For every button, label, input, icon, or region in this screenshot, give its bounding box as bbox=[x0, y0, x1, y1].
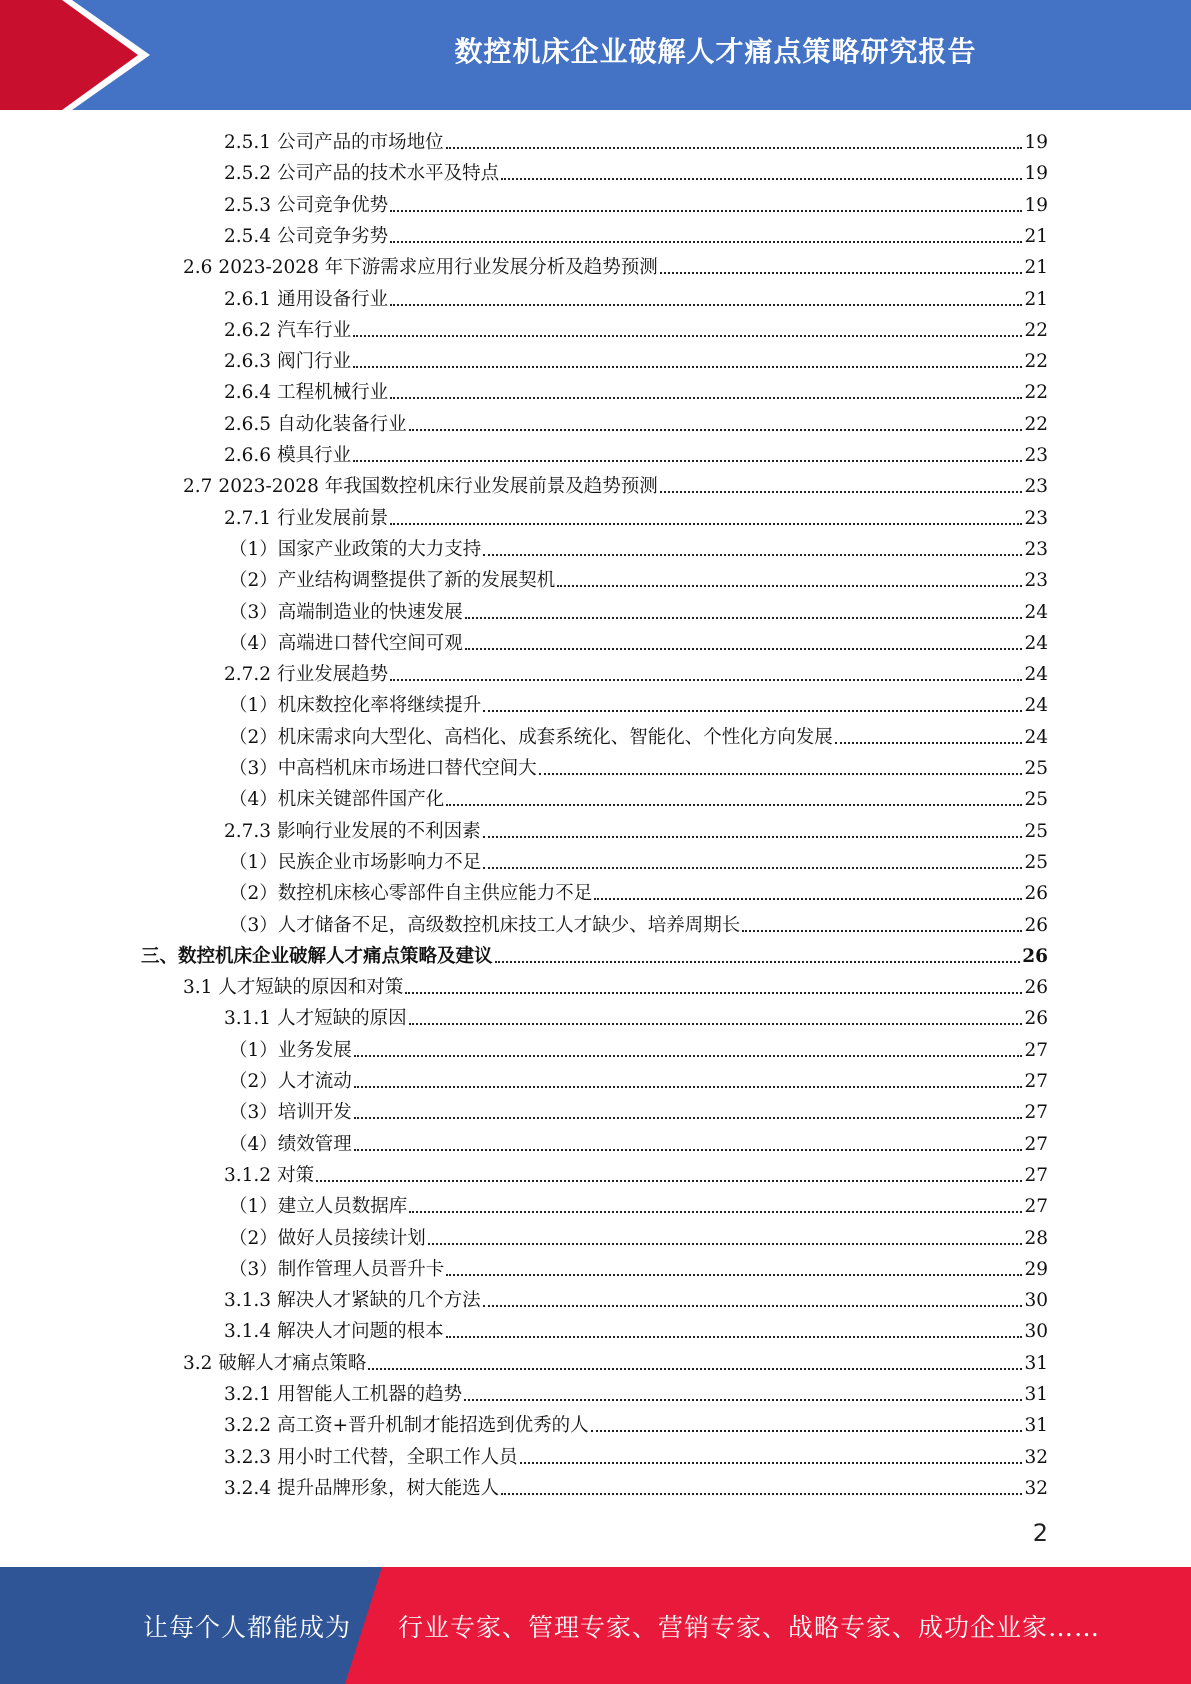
toc-dot-leader bbox=[465, 616, 1023, 619]
footer-slogan-right: 行业专家、管理专家、营销专家、战略专家、成功企业家…… bbox=[398, 1612, 1101, 1642]
toc-dot-leader bbox=[483, 709, 1022, 712]
toc-entry-title: （2）机床需求向大型化、高档化、成套系统化、智能化、个性化方向发展 bbox=[229, 726, 833, 748]
toc-entry[interactable] bbox=[183, 471, 1048, 502]
toc-dot-leader bbox=[316, 1179, 1022, 1182]
toc-entry-page: 27 bbox=[1024, 1039, 1048, 1061]
toc-entry-number: 2.6.3 bbox=[224, 351, 272, 373]
toc-dot-leader bbox=[483, 866, 1022, 869]
toc-entry-number: 2.5.3 bbox=[224, 194, 272, 216]
toc-entry-page: 31 bbox=[1024, 1415, 1048, 1437]
toc-entry-number: 3.1.3 bbox=[224, 1290, 272, 1312]
toc-entry-number: 2.7 bbox=[183, 476, 213, 498]
toc-entry-title: 公司竞争劣势 bbox=[277, 225, 389, 247]
toc-dot-leader bbox=[539, 772, 1023, 775]
toc-dot-leader bbox=[353, 334, 1022, 337]
toc-entry[interactable] bbox=[229, 910, 1048, 941]
toc-entry-title: 公司产品的技术水平及特点 bbox=[277, 163, 500, 185]
toc-entry[interactable] bbox=[183, 972, 1048, 1003]
toc-entry-title: 用小时工代替，全职工作人员 bbox=[277, 1446, 518, 1468]
toc-entry[interactable] bbox=[224, 503, 1048, 534]
toc-entry-page: 23 bbox=[1024, 570, 1048, 592]
toc-entry-page: 27 bbox=[1024, 1196, 1048, 1218]
toc-entry-page: 26 bbox=[1024, 914, 1048, 936]
toc-entry[interactable] bbox=[224, 1473, 1048, 1504]
toc-entry[interactable] bbox=[224, 284, 1048, 315]
toc-entry-title: （2）做好人员接续计划 bbox=[229, 1227, 426, 1249]
toc-entry-page: 26 bbox=[1022, 945, 1048, 967]
footer-slogan-left: 让每个人都能成为 bbox=[143, 1612, 352, 1642]
toc-dot-leader bbox=[501, 1492, 1022, 1495]
toc-entry-title: 2023-2028 年我国数控机床行业发展前景及趋势预测 bbox=[218, 476, 658, 498]
toc-dot-leader bbox=[483, 835, 1023, 838]
toc-entry-number: 3.2.2 bbox=[224, 1415, 272, 1437]
toc-entry[interactable] bbox=[229, 1066, 1048, 1097]
toc-entry-page: 30 bbox=[1024, 1290, 1048, 1312]
toc-dot-leader bbox=[483, 553, 1022, 556]
toc-entry[interactable] bbox=[229, 878, 1048, 909]
toc-dot-leader bbox=[520, 1461, 1023, 1464]
toc-entry-page: 26 bbox=[1024, 1008, 1048, 1030]
toc-entry-page: 25 bbox=[1024, 851, 1048, 873]
toc-entry[interactable] bbox=[224, 1316, 1048, 1347]
toc-dot-leader bbox=[446, 1273, 1022, 1276]
toc-entry-number: 3.1.1 bbox=[224, 1008, 272, 1030]
page-number: 2 bbox=[1032, 1519, 1048, 1547]
toc-entry[interactable] bbox=[229, 1035, 1048, 1066]
toc-entry-number: 3.2 bbox=[183, 1352, 213, 1374]
toc-entry-page: 23 bbox=[1024, 507, 1048, 529]
toc-entry-title: （1）机床数控化率将继续提升 bbox=[229, 695, 482, 717]
toc-entry-page: 26 bbox=[1024, 883, 1048, 905]
toc-entry-page: 21 bbox=[1024, 288, 1048, 310]
toc-entry-title: （2）数控机床核心零部件自主供应能力不足 bbox=[229, 883, 593, 905]
toc-entry-title: （3）高端制造业的快速发展 bbox=[229, 601, 463, 623]
toc-entry-page: 25 bbox=[1024, 758, 1048, 779]
toc-entry-page: 28 bbox=[1024, 1227, 1048, 1249]
toc-entry-page: 24 bbox=[1024, 664, 1048, 686]
toc-entry-title: （4）机床关键部件国产化 bbox=[229, 789, 445, 811]
toc-entry-number: 2.7.3 bbox=[224, 820, 272, 842]
toc-entry-number: 3.1.2 bbox=[224, 1164, 272, 1186]
toc-entry[interactable] bbox=[229, 1191, 1048, 1222]
toc-entry-title: （3）中高档机床市场进口替代空间大 bbox=[229, 758, 537, 779]
toc-entry-number: 2.6.1 bbox=[224, 288, 272, 310]
toc-dot-leader bbox=[742, 929, 1022, 932]
toc-entry-title: （3）制作管理人员晋升卡 bbox=[229, 1258, 445, 1280]
toc-entry-page: 31 bbox=[1024, 1352, 1048, 1374]
toc-entry-title: 人才短缺的原因和对策 bbox=[218, 977, 404, 999]
toc-entry-page: 21 bbox=[1024, 225, 1048, 247]
toc-entry-number: 3.2.4 bbox=[224, 1477, 272, 1499]
toc-entry-number: 2.6.2 bbox=[224, 319, 272, 341]
toc-entry-title: 对策 bbox=[277, 1164, 315, 1186]
toc-entry-number: 2.5.1 bbox=[224, 132, 272, 153]
toc-entry-title: 影响行业发展的不利因素 bbox=[277, 820, 481, 842]
toc-entry[interactable] bbox=[224, 315, 1048, 346]
toc-dot-leader bbox=[390, 396, 1022, 399]
toc-entry[interactable] bbox=[183, 252, 1048, 283]
toc-entry-page: 32 bbox=[1024, 1477, 1048, 1499]
toc-dot-leader bbox=[354, 1085, 1023, 1088]
toc-entry-page: 32 bbox=[1024, 1446, 1048, 1468]
toc-entry[interactable] bbox=[224, 1379, 1048, 1410]
toc-entry-page: 24 bbox=[1024, 695, 1048, 717]
toc-entry-title: （2）人才流动 bbox=[229, 1071, 352, 1092]
toc-entry[interactable] bbox=[224, 377, 1048, 408]
toc-dot-leader bbox=[465, 647, 1023, 650]
toc-entry-page: 27 bbox=[1024, 1102, 1048, 1124]
toc-entry-title: 工程机械行业 bbox=[277, 382, 389, 404]
toc-entry-page: 27 bbox=[1024, 1071, 1048, 1092]
toc-dot-leader bbox=[390, 678, 1022, 681]
toc-entry-page: 19 bbox=[1024, 194, 1048, 216]
toc-entry-number: 2.7.1 bbox=[224, 507, 272, 529]
toc-entry[interactable] bbox=[224, 127, 1048, 158]
toc-entry-title: 三、数控机床企业破解人才痛点策略及建议 bbox=[141, 945, 493, 967]
toc-entry[interactable] bbox=[229, 1254, 1048, 1285]
toc-entry-page: 27 bbox=[1024, 1133, 1048, 1155]
toc-entry[interactable] bbox=[229, 597, 1048, 628]
toc-entry-title: （4）绩效管理 bbox=[229, 1133, 352, 1155]
toc-dot-leader bbox=[446, 146, 1023, 149]
toc-entry-title: 破解人才痛点策略 bbox=[218, 1352, 367, 1374]
toc-entry[interactable] bbox=[224, 158, 1048, 189]
toc-entry-page: 25 bbox=[1024, 820, 1048, 842]
toc-dot-leader bbox=[557, 584, 1022, 587]
toc-dot-leader bbox=[495, 960, 1021, 963]
toc-dot-leader bbox=[409, 1022, 1023, 1025]
toc-dot-leader bbox=[446, 1335, 1023, 1338]
toc-entry-page: 29 bbox=[1024, 1258, 1048, 1280]
page-header bbox=[0, 0, 1191, 110]
toc-entry-number: 2.5.4 bbox=[224, 225, 272, 247]
toc-entry-title: （1）业务发展 bbox=[229, 1039, 352, 1061]
toc-dot-leader bbox=[390, 303, 1022, 306]
toc-entry-number: 2.6 bbox=[183, 257, 213, 279]
toc-dot-leader bbox=[428, 1242, 1023, 1245]
toc-entry-number: 3.1.4 bbox=[224, 1321, 272, 1343]
toc-entry[interactable] bbox=[224, 440, 1048, 471]
toc-entry-title: 高工资+晋升机制才能招选到优秀的人 bbox=[277, 1415, 589, 1437]
toc-entry-page: 24 bbox=[1024, 726, 1048, 748]
toc-entry-page: 19 bbox=[1024, 163, 1048, 185]
toc-entry[interactable] bbox=[224, 1160, 1048, 1191]
toc-dot-leader bbox=[354, 1054, 1023, 1057]
toc-entry-page: 22 bbox=[1024, 319, 1048, 341]
toc-entry-number: 2.6.4 bbox=[224, 382, 272, 404]
toc-entry-title: （2）产业结构调整提供了新的发展契机 bbox=[229, 570, 556, 592]
toc-entry-page: 22 bbox=[1024, 351, 1048, 373]
toc-entry-title: （3）人才储备不足，高级数控机床技工人才缺少、培养周期长 bbox=[229, 914, 741, 936]
toc-dot-leader bbox=[354, 1148, 1023, 1151]
toc-entry-title: 人才短缺的原因 bbox=[277, 1008, 407, 1030]
toc-entry-page: 22 bbox=[1024, 413, 1048, 435]
toc-entry[interactable] bbox=[224, 346, 1048, 377]
toc-entry[interactable] bbox=[229, 1223, 1048, 1254]
toc-dot-leader bbox=[464, 1398, 1022, 1401]
toc-entry-page: 24 bbox=[1024, 632, 1048, 654]
toc-entry[interactable] bbox=[229, 1129, 1048, 1160]
toc-entry-number: 2.7.2 bbox=[224, 664, 272, 686]
toc-dot-leader bbox=[368, 1367, 1022, 1370]
toc-entry-page: 26 bbox=[1024, 977, 1048, 999]
toc-dot-leader bbox=[390, 209, 1022, 212]
toc-entry[interactable] bbox=[229, 753, 1048, 784]
toc-entry-title: 公司产品的市场地位 bbox=[277, 132, 444, 153]
toc-dot-leader bbox=[409, 1210, 1022, 1213]
toc-entry-title: 解决人才问题的根本 bbox=[277, 1321, 444, 1343]
toc-entry-number: 2.6.6 bbox=[224, 445, 272, 466]
toc-entry-title: 通用设备行业 bbox=[277, 288, 389, 310]
header-arrow-decoration bbox=[0, 0, 160, 110]
toc-entry-number: 2.5.2 bbox=[224, 163, 272, 185]
toc-entry-page: 31 bbox=[1024, 1384, 1048, 1405]
toc-dot-leader bbox=[835, 741, 1023, 744]
toc-entry[interactable] bbox=[224, 1285, 1048, 1316]
toc-entry-page: 27 bbox=[1024, 1164, 1048, 1186]
toc-entry-title: 行业发展趋势 bbox=[277, 664, 389, 686]
toc-entry-page: 24 bbox=[1024, 601, 1048, 623]
document-title: 数控机床企业破解人才痛点策略研究报告 bbox=[454, 35, 977, 68]
toc-entry-number: 3.2.1 bbox=[224, 1384, 272, 1405]
toc-entry[interactable] bbox=[229, 628, 1048, 659]
toc-dot-leader bbox=[354, 1116, 1023, 1119]
toc-entry[interactable] bbox=[224, 221, 1048, 252]
toc-entry[interactable] bbox=[224, 1442, 1048, 1473]
toc-entry-title: 公司竞争优势 bbox=[277, 194, 389, 216]
toc-entry[interactable] bbox=[229, 1097, 1048, 1128]
toc-dot-leader bbox=[390, 522, 1022, 525]
toc-entry-page: 22 bbox=[1024, 382, 1048, 404]
toc-entry[interactable] bbox=[183, 1348, 1048, 1379]
toc-entry-page: 23 bbox=[1024, 476, 1048, 498]
toc-entry-title: 解决人才紧缺的几个方法 bbox=[277, 1290, 481, 1312]
toc-dot-leader bbox=[483, 1304, 1023, 1307]
toc-entry-title: 自动化装备行业 bbox=[277, 413, 407, 435]
toc-entry-title: 用智能人工机器的趋势 bbox=[277, 1384, 463, 1405]
toc-entry-title: 2023-2028 年下游需求应用行业发展分析及趋势预测 bbox=[218, 257, 658, 279]
toc-dot-leader bbox=[353, 459, 1022, 462]
toc-entry-page: 25 bbox=[1024, 789, 1048, 811]
toc-entry[interactable] bbox=[229, 565, 1048, 596]
toc-dot-leader bbox=[594, 897, 1022, 900]
toc-entry[interactable] bbox=[224, 409, 1048, 440]
toc-dot-leader bbox=[409, 428, 1023, 431]
toc-dot-leader bbox=[390, 240, 1022, 243]
toc-entry[interactable] bbox=[229, 784, 1048, 815]
toc-entry-title: 提升品牌形象，树大能选人 bbox=[277, 1477, 500, 1499]
toc-dot-leader bbox=[660, 490, 1023, 493]
toc-entry-page: 21 bbox=[1024, 257, 1048, 279]
toc-entry-page: 23 bbox=[1024, 445, 1048, 466]
toc-entry[interactable] bbox=[224, 190, 1048, 221]
toc-dot-leader bbox=[501, 177, 1022, 180]
toc-dot-leader bbox=[405, 991, 1022, 994]
toc-entry[interactable] bbox=[229, 722, 1048, 753]
toc-entry-title: 模具行业 bbox=[277, 445, 352, 466]
toc-entry[interactable] bbox=[229, 534, 1048, 565]
toc-dot-leader bbox=[446, 803, 1022, 806]
toc-entry[interactable] bbox=[224, 1410, 1048, 1441]
toc-entry-page: 30 bbox=[1024, 1321, 1048, 1343]
toc-entry-number: 3.2.3 bbox=[224, 1446, 272, 1468]
toc-entry[interactable] bbox=[224, 816, 1048, 847]
toc-dot-leader bbox=[353, 365, 1022, 368]
toc-entry-title: （1）国家产业政策的大力支持 bbox=[229, 538, 482, 560]
toc-entry-page: 23 bbox=[1024, 538, 1048, 560]
toc-entry[interactable] bbox=[229, 847, 1048, 878]
toc-entry-page: 19 bbox=[1024, 132, 1048, 153]
toc-entry[interactable] bbox=[141, 941, 1048, 972]
toc-entry-title: （1）民族企业市场影响力不足 bbox=[229, 851, 482, 873]
toc-entry-number: 2.6.5 bbox=[224, 413, 272, 435]
toc-dot-leader bbox=[591, 1429, 1023, 1432]
toc-entry[interactable] bbox=[224, 1003, 1048, 1034]
toc-entry-title: 汽车行业 bbox=[277, 319, 352, 341]
toc-entry-title: 行业发展前景 bbox=[277, 507, 389, 529]
toc-entry[interactable] bbox=[224, 659, 1048, 690]
toc-entry-title: （1）建立人员数据库 bbox=[229, 1196, 408, 1218]
toc-entry[interactable] bbox=[229, 690, 1048, 721]
toc-entry-number: 3.1 bbox=[183, 977, 213, 999]
toc-dot-leader bbox=[660, 271, 1023, 274]
toc-entry-title: （3）培训开发 bbox=[229, 1102, 352, 1124]
page-footer bbox=[0, 1567, 1191, 1684]
toc-entry-title: 阀门行业 bbox=[277, 351, 352, 373]
toc-entry-title: （4）高端进口替代空间可观 bbox=[229, 632, 463, 654]
